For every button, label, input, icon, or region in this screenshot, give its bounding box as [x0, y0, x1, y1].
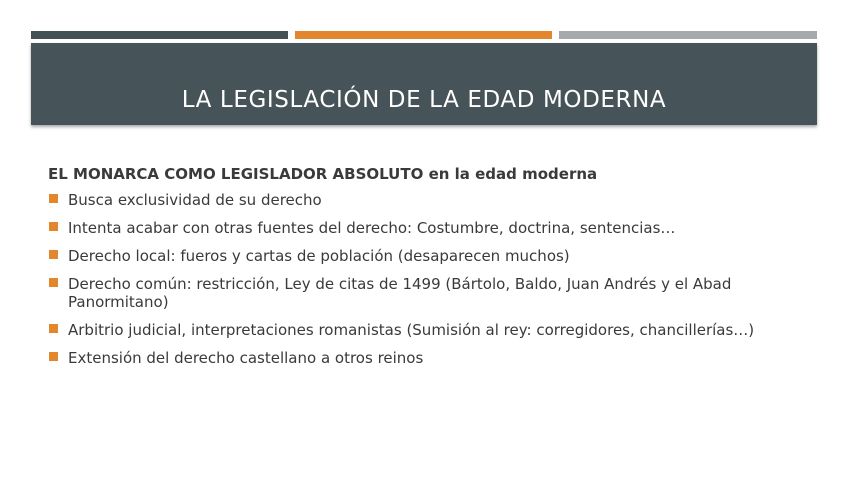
square-bullet-icon	[49, 250, 58, 259]
bullet-text: Busca exclusividad de su derecho	[68, 191, 322, 209]
bullet-item	[48, 191, 808, 209]
bullet-item	[48, 275, 808, 311]
accent-bar-gray	[559, 31, 817, 39]
bullet-item	[48, 247, 808, 265]
square-bullet-icon	[49, 278, 58, 287]
bullet-item	[48, 219, 808, 237]
square-bullet-icon	[49, 324, 58, 333]
bullet-list	[48, 191, 808, 367]
bullet-text: Derecho común: restricción, Ley de citas de 1499 (Bártolo, Baldo, Juan Andrés y el Abad Panormitano)	[68, 275, 732, 311]
bullet-item	[48, 349, 808, 367]
square-bullet-icon	[49, 194, 58, 203]
bullet-text: Arbitrio judicial, interpretaciones romanistas (Sumisión al rey: corregidores, chancillerías…)	[68, 321, 755, 339]
bullet-item	[48, 321, 808, 339]
slide-title: LA LEGISLACIÓN DE LA EDAD MODERNA	[181, 87, 667, 113]
bullet-text: Extensión del derecho castellano a otros reinos	[68, 349, 424, 367]
slide-body	[48, 165, 808, 377]
accent-bar-orange	[295, 31, 552, 39]
bullet-text: Intenta acabar con otras fuentes del derecho: Costumbre, doctrina, sentencias…	[68, 219, 676, 237]
accent-bar-dark	[31, 31, 288, 39]
square-bullet-icon	[49, 352, 58, 361]
square-bullet-icon	[49, 222, 58, 231]
bullet-text: Derecho local: fueros y cartas de población (desaparecen muchos)	[68, 247, 570, 265]
section-heading: EL MONARCA COMO LEGISLADOR ABSOLUTO en la edad moderna	[48, 165, 598, 183]
